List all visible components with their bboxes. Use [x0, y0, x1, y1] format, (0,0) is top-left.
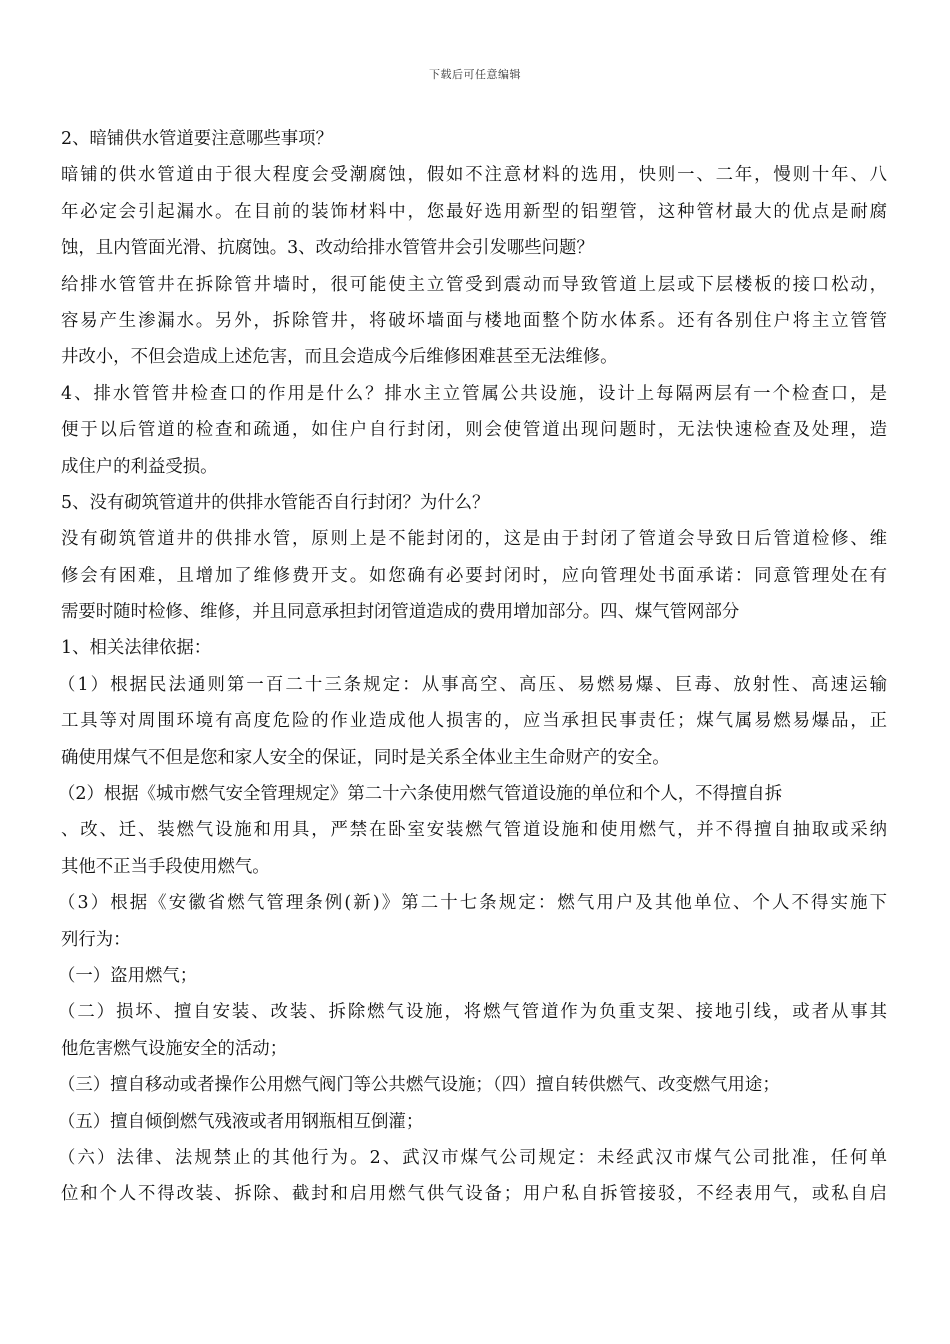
text-line: 修会有困难，且增加了维修费开支。如您确有必要封闭时，应向管理处书面承诺：同意管理处在有	[61, 565, 887, 586]
text-line: （六）法律、法规禁止的其他行为。2、武汉市煤气公司规定：未经武汉市煤气公司批准，任何单	[58, 1147, 887, 1168]
text-line: 蚀，且内管面光滑、抗腐蚀。3、改动给排水管管井会引发哪些问题？	[61, 238, 594, 259]
text-line: 给排水管管井在拆除管井墙时，很可能使主立管受到震动而导致管道上层或下层楼板的接口松动，	[61, 274, 887, 295]
text-line: （五）擅自倾倒燃气残液或者用钢瓶相互倒灌；	[58, 1111, 424, 1132]
text-line: 需要时随时检修、维修，并且同意承担封闭管道造成的费用增加部分。四、煤气管网部分	[61, 602, 740, 623]
text-line: 确使用煤气不但是您和家人安全的保证，同时是关系全体业主生命财产的安全。	[61, 747, 670, 768]
text-line: 暗铺的供水管道由于很大程度会受潮腐蚀，假如不注意材料的选用，快则一、二年，慢则十年、八	[61, 165, 887, 186]
text-line: （2）根据《城市燃气安全管理规定》第二十六条使用燃气管道设施的单位和个人，不得擅自拆	[58, 784, 783, 805]
document-body	[58, 121, 887, 1213]
text-line: 没有砌筑管道井的供排水管，原则上是不能封闭的，这是由于封闭了管道会导致日后管道检修、维	[61, 529, 887, 550]
text-line: 年必定会引起漏水。在目前的装饰材料中，您最好选用新型的铝塑管，这种管材最大的优点是耐腐	[61, 201, 887, 222]
text-line: 位和个人不得改装、拆除、截封和启用燃气供气设备；用户私自拆管接驳，不经表用气，或私自启	[61, 1184, 887, 1205]
page-header: 下载后可任意编辑	[429, 68, 521, 81]
text-line: 5、没有砌筑管道井的供排水管能否自行封闭？为什么？	[61, 492, 490, 513]
text-line: 井改小，不但会造成上述危害，而且会造成今后维修困难甚至无法维修。	[61, 347, 618, 368]
text-line: （3）根据《安徽省燃气管理条例(新)》第二十七条规定：燃气用户及其他单位、个人不得实施下	[58, 893, 887, 914]
text-line: 其他不正当手段使用燃气。	[61, 856, 270, 877]
text-line: 2、暗铺供水管道要注意哪些事项？	[61, 129, 333, 149]
text-line: 、改、迁、装燃气设施和用具，严禁在卧室安装燃气管道设施和使用燃气，并不得擅自抽取或采纳	[61, 820, 887, 841]
text-line: 他危害燃气设施安全的活动；	[61, 1038, 288, 1059]
text-line: （三）擅自移动或者操作公用燃气阀门等公共燃气设施；（四）擅自转供燃气、改变燃气用途；	[58, 1075, 780, 1096]
text-line: （二）损坏、擅自安装、改装、拆除燃气设施，将燃气管道作为负重支架、接地引线，或者从事其	[58, 1002, 887, 1023]
text-line: 便于以后管道的检查和疏通，如住户自行封闭，则会使管道出现问题时，无法快速检查及处理，造	[61, 420, 887, 441]
text-line: 容易产生渗漏水。另外，拆除管井，将破坏墙面与楼地面整个防水体系。还有各别住户将主立管管	[61, 310, 887, 331]
text-line: 成住户的利益受损。	[61, 456, 218, 477]
text-line: 1、相关法律依据：	[61, 638, 212, 659]
text-line: 4、排水管管井检查口的作用是什么？排水主立管属公共设施，设计上每隔两层有一个检查口，是	[61, 383, 887, 404]
text-line: （1）根据民法通则第一百二十三条规定：从事高空、高压、易燃易爆、巨毒、放射性、高速运输	[58, 674, 887, 695]
text-line: 列行为：	[61, 929, 131, 950]
text-line: 工具等对周围环境有高度危险的作业造成他人损害的，应当承担民事责任；煤气属易燃易爆品，正	[61, 711, 887, 732]
text-line: （一）盗用燃气；	[58, 965, 198, 986]
